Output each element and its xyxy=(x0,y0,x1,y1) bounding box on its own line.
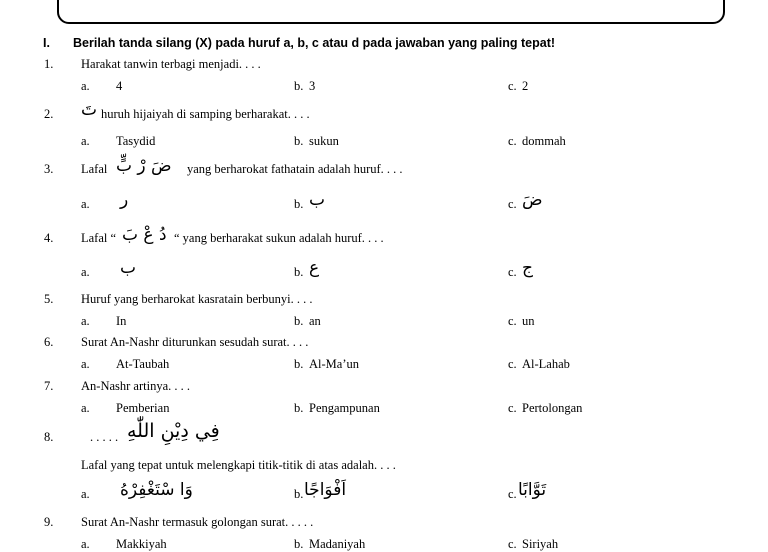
option-b[interactable]: Pengampunan xyxy=(309,401,380,415)
option-a-label: a. xyxy=(81,357,90,371)
instruction-text: Berilah tanda silang (X) pada huruf a, b, c atau d pada jawaban yang paling tepat! xyxy=(73,36,556,50)
option-a[interactable]: ر xyxy=(120,190,129,210)
option-c-label: c. xyxy=(508,197,517,211)
option-c[interactable]: 2 xyxy=(522,79,529,93)
question-number: 8. xyxy=(44,430,54,444)
option-c-label: c. xyxy=(508,314,517,328)
option-c-label: c. xyxy=(508,134,517,148)
option-b-label: b. xyxy=(294,134,304,148)
option-b[interactable]: اَفْوَاجًا xyxy=(304,480,347,500)
option-a-label: a. xyxy=(81,487,90,501)
question-text: Harakat tanwin terbagi menjadi. . . . xyxy=(81,57,261,71)
option-a-label: a. xyxy=(81,197,90,211)
option-b-label: b. xyxy=(294,265,304,279)
question-number: 1. xyxy=(44,57,54,71)
option-b-label: b. xyxy=(294,401,304,415)
option-a[interactable]: Pemberian xyxy=(116,401,170,415)
option-b[interactable]: ب xyxy=(309,190,326,210)
question-number: 3. xyxy=(44,162,54,176)
option-b[interactable]: an xyxy=(309,314,321,328)
option-a[interactable]: At-Taubah xyxy=(116,357,170,371)
option-a-label: a. xyxy=(81,134,90,148)
question-number: 4. xyxy=(44,231,54,245)
question-text: Lafal yang tepat untuk melengkapi titik-titik di atas adalah. . . . xyxy=(81,458,396,472)
option-c-label: c. xyxy=(508,265,517,279)
question-number: 6. xyxy=(44,335,54,349)
option-b-label: b. xyxy=(294,537,304,551)
question-text: Huruf yang berharokat kasratain berbunyi. . . . xyxy=(81,292,313,306)
arabic-word: دُ عْ بَ xyxy=(122,225,167,245)
option-a[interactable]: ب xyxy=(120,258,137,278)
option-b-label: b. xyxy=(294,197,304,211)
option-c-label: c. xyxy=(508,537,517,551)
option-a-label: a. xyxy=(81,314,90,328)
option-c[interactable]: ضَ xyxy=(522,190,543,210)
question-number: 2. xyxy=(44,107,54,121)
question-text: An-Nashr artinya. . . . xyxy=(81,379,190,393)
question-text: yang berharokat fathatain adalah huruf. . . . xyxy=(187,162,403,176)
question-number: 5. xyxy=(44,292,54,306)
option-c[interactable]: dommah xyxy=(522,134,566,148)
option-c-label: c. xyxy=(508,357,517,371)
option-b-label: b. xyxy=(294,357,304,371)
question-text: Surat An-Nashr termasuk golongan surat. . . . . xyxy=(81,515,314,529)
option-b[interactable]: Al-Ma’un xyxy=(309,357,359,371)
question-text: Surat An-Nashr diturunkan sesudah surat. . . . xyxy=(81,335,309,349)
option-b[interactable]: 3 xyxy=(309,79,316,93)
option-a[interactable]: Tasydid xyxy=(116,134,156,148)
option-b[interactable]: ع xyxy=(309,258,320,278)
option-c[interactable]: Siriyah xyxy=(522,537,559,551)
option-a[interactable]: 4 xyxy=(116,79,123,93)
option-b[interactable]: sukun xyxy=(309,134,339,148)
option-a[interactable]: In xyxy=(116,314,127,328)
option-c[interactable]: تَوَّابًا xyxy=(518,480,547,500)
section-number: I. xyxy=(43,36,50,50)
option-b-label: b. xyxy=(294,79,304,93)
question-prefix: Lafal “ xyxy=(81,231,117,245)
question-text: “ yang berharakat sukun adalah huruf. . . . xyxy=(174,231,384,245)
question-text: huruh hijaiyah di samping berharakat. . . . xyxy=(101,107,310,121)
arabic-letter: تَ xyxy=(81,100,98,120)
option-a-label: a. xyxy=(81,401,90,415)
question-number: 7. xyxy=(44,379,54,393)
option-a[interactable]: وَا سْتَغْفِرْهُ xyxy=(120,480,193,500)
blank-dots: . . . . . xyxy=(90,430,119,444)
question-number: 9. xyxy=(44,515,54,529)
option-a[interactable]: Makkiyah xyxy=(116,537,167,551)
option-c[interactable]: Pertolongan xyxy=(522,401,583,415)
option-c[interactable]: Al-Lahab xyxy=(522,357,570,371)
option-a-label: a. xyxy=(81,537,90,551)
arabic-phrase: فِي دِيْنِ اللّٰهِ xyxy=(127,420,220,442)
option-c-label: c. xyxy=(508,401,517,415)
option-c[interactable]: ج xyxy=(522,258,533,278)
question-prefix: Lafal xyxy=(81,162,108,176)
option-c-label: c. xyxy=(508,79,517,93)
option-b-label: b. xyxy=(294,487,304,501)
option-b[interactable]: Madaniyah xyxy=(309,537,366,551)
section-instruction xyxy=(43,36,555,50)
option-c-label: c. xyxy=(508,487,517,501)
option-a-label: a. xyxy=(81,265,90,279)
option-b-label: b. xyxy=(294,314,304,328)
arabic-word: ضَ رْ بٍّ xyxy=(116,156,172,176)
option-c[interactable]: un xyxy=(522,314,535,328)
header-box xyxy=(57,0,725,24)
option-a-label: a. xyxy=(81,79,90,93)
